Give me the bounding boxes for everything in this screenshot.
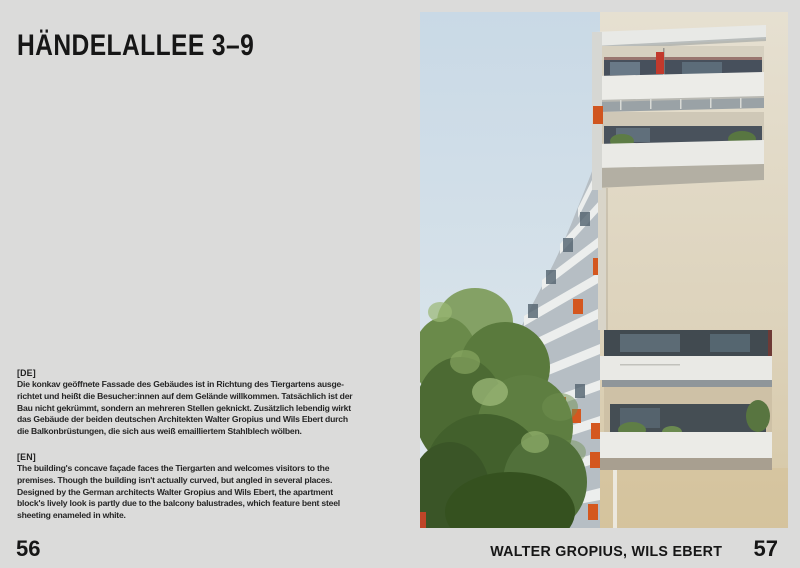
architects-name: WALTER GROPIUS, WILS EBERT bbox=[490, 543, 723, 560]
paragraph-de bbox=[17, 379, 417, 438]
page-number-left: 56 bbox=[16, 536, 41, 561]
text-line: richtet und heißt die Besucher:innen auf dem Gelände willkommen. Tatsächlich ist der bbox=[17, 390, 353, 401]
text-line: Bau nicht gekrümmt, sondern an mehreren Stellen geknickt. Zusätzlich lebendig wirkt bbox=[17, 402, 351, 413]
text-line: die Balkonbrüstungen, die sich aus weiß emailliertem Stahlblech wölben. bbox=[17, 426, 302, 437]
red-flag bbox=[656, 52, 664, 74]
page-number-right: 57 bbox=[753, 536, 778, 561]
text-line: premises. Though the building isn't actually curved, but angled in several places. bbox=[17, 474, 333, 485]
language-label-en: [EN] bbox=[17, 451, 36, 462]
language-label-de: [DE] bbox=[17, 368, 36, 378]
text-line: das Gebäude der beiden deutschen Architekten Walter Gropius und Wils Ebert durch bbox=[17, 414, 348, 425]
text-line: The building's concave façade faces the Tiergarten and welcomes visitors to the bbox=[17, 462, 330, 473]
footer bbox=[478, 538, 778, 560]
building-photo bbox=[420, 12, 788, 528]
text-line: Designed by the German architects Walter Gropius and Wils Ebert, the apartment bbox=[17, 486, 333, 497]
drain-pipe bbox=[613, 470, 617, 528]
balcony-plant bbox=[746, 400, 770, 432]
building-photo-graphic bbox=[420, 12, 788, 528]
section-spacer bbox=[17, 440, 417, 451]
page-title: HÄNDELALLEE 3–9 bbox=[17, 29, 255, 63]
orange-side-panel bbox=[593, 106, 603, 124]
text-line: sheeting enameled in white. bbox=[17, 510, 126, 521]
body-text-block bbox=[17, 367, 417, 524]
text-line: Die konkav geöffnete Fassade des Gebäudes ist in Richtung des Tiergartens ausge- bbox=[17, 379, 344, 389]
paragraph-en bbox=[17, 463, 417, 522]
text-line: block's lively look is partly due to the balcony balustrades, which feature bent steel bbox=[17, 498, 340, 509]
top-balconies bbox=[592, 25, 766, 190]
red-edge-detail bbox=[420, 512, 426, 528]
